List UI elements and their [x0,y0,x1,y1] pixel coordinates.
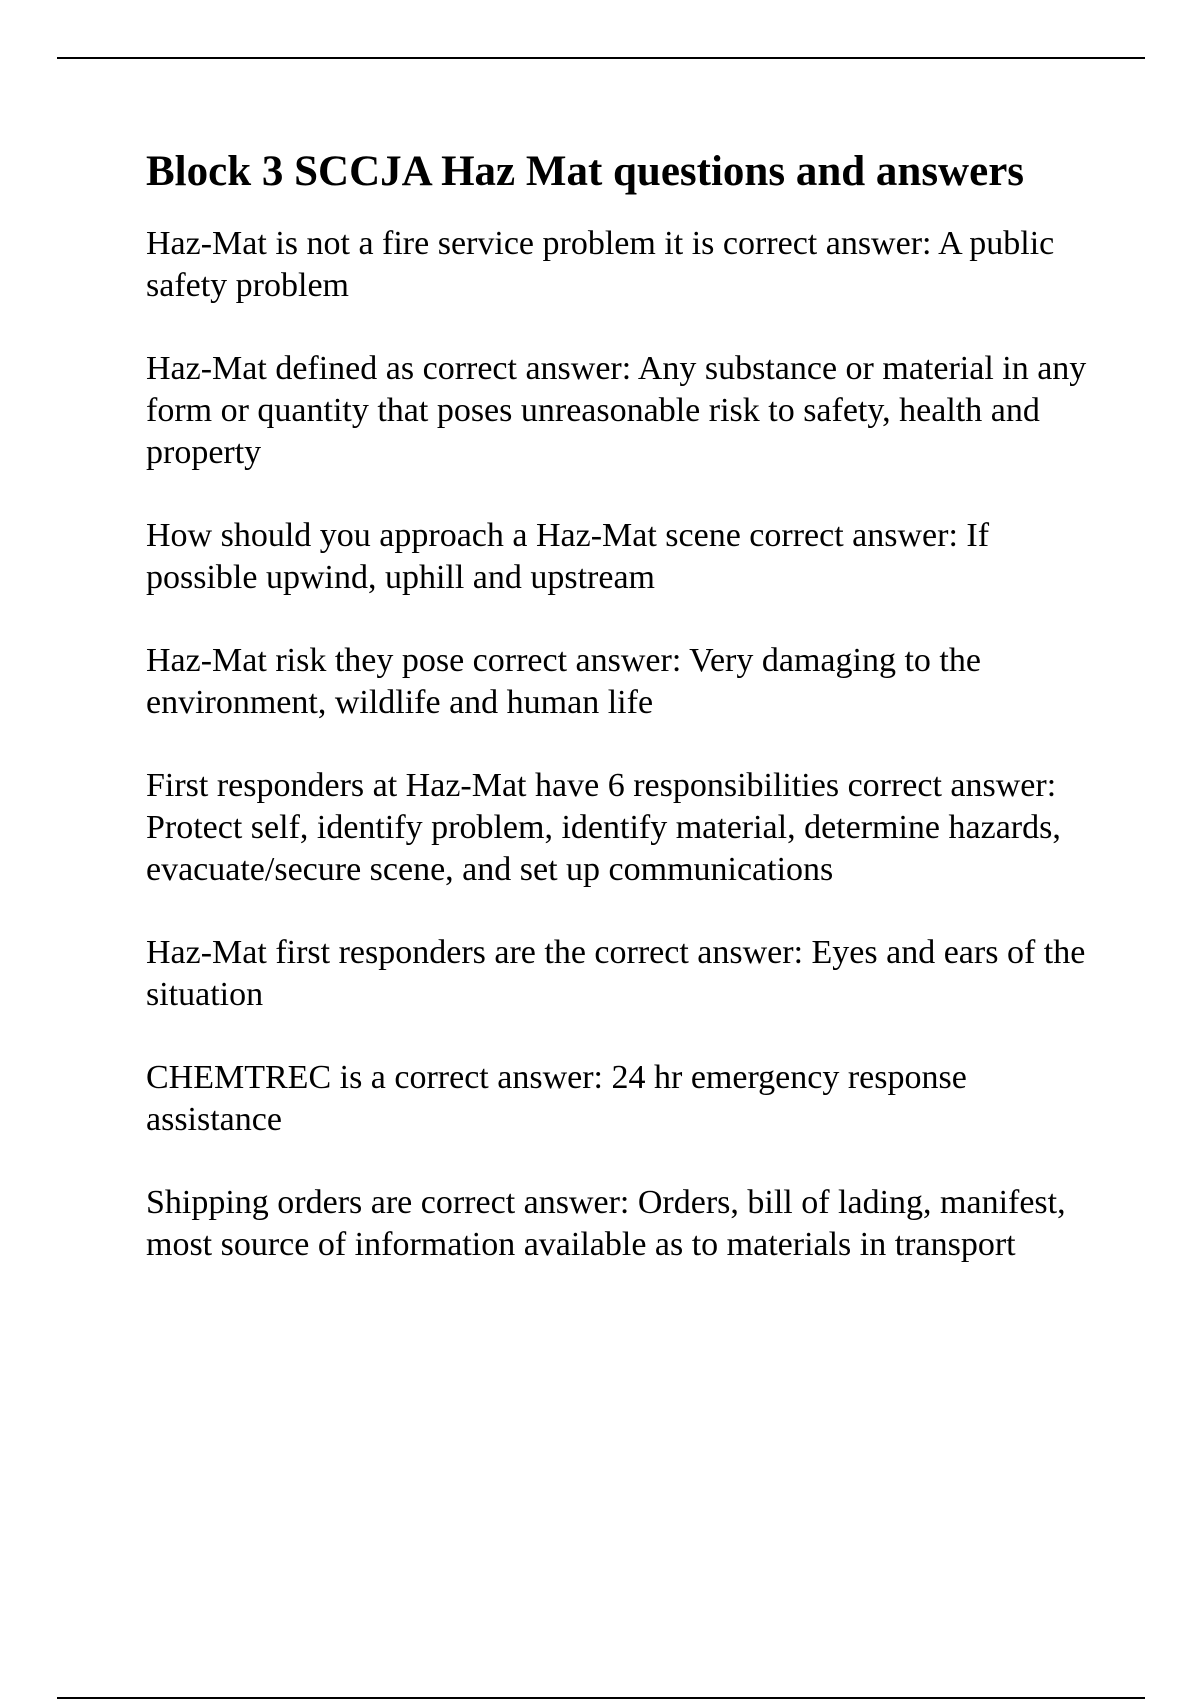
qa-item: CHEMTREC is a correct answer: 24 hr emergency response assistance [146,1059,967,1138]
qa-list [146,223,1091,1266]
qa-item: Haz-Mat first responders are the correct answer: Eyes and ears of the situation [146,934,1086,1013]
qa-item: Haz-Mat defined as correct answer: Any substance or material in any form or quantity that poses unreasonable risk to safety, health and property [146,350,1087,471]
header-rule [57,57,1145,59]
document-title: Block 3 SCCJA Haz Mat questions and answers [146,148,1025,195]
qa-item: How should you approach a Haz-Mat scene correct answer: If possible upwind, uphill and upstream [146,517,990,596]
qa-item: Shipping orders are correct answer: Orders, bill of lading, manifest, most source of information available as to materials in transport [146,1184,1066,1263]
qa-item: Haz-Mat is not a fire service problem it is correct answer: A public safety problem [146,225,1055,304]
qa-item: First responders at Haz-Mat have 6 responsibilities correct answer: Protect self, identify problem, identify material, determine hazards, evacuate/secure scene, and set up communications [146,767,1061,888]
footer-rule [57,1697,1145,1699]
document-body [146,143,1091,1307]
qa-item: Haz-Mat risk they pose correct answer: Very damaging to the environment, wildlife and human life [146,642,981,721]
